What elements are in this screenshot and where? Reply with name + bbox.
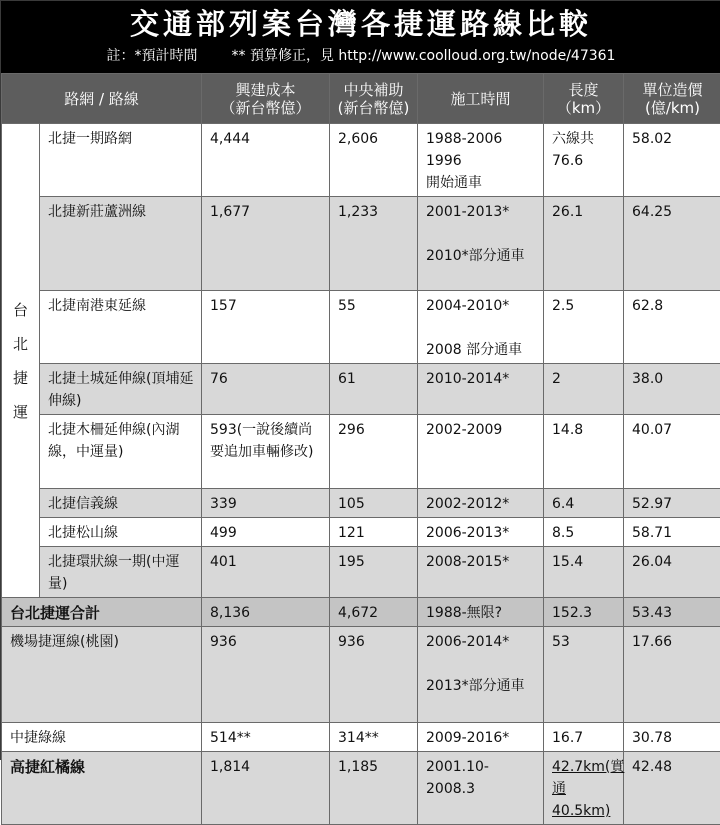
header-length: 長度 （km） [544, 74, 624, 124]
cost-cell: 936 [202, 627, 330, 723]
unit-cost-cell: 64.25 [624, 197, 720, 291]
cost-cell: 1,677 [202, 197, 330, 291]
title-bar [1, 1, 720, 73]
route-name: 北捷新莊蘆洲線 [40, 197, 202, 291]
subsidy-cell: 296 [330, 415, 418, 489]
route-name: 北捷木柵延伸線(內湖線，中運量) [40, 415, 202, 489]
unit-cost-cell: 58.02 [624, 124, 720, 197]
total-cost: 8,136 [202, 598, 330, 627]
route-name: 高捷紅橘線 [2, 752, 202, 825]
header-cost: 興建成本 （新台幣億） [202, 74, 330, 124]
unit-cost-cell: 58.71 [624, 518, 720, 547]
route-name: 北捷土城延伸線(頂埔延伸線) [40, 364, 202, 415]
unit-cost-cell: 40.07 [624, 415, 720, 489]
route-name: 北捷環狀線一期(中運量) [40, 547, 202, 598]
cost-cell: 76 [202, 364, 330, 415]
length-cell: 14.8 [544, 415, 624, 489]
period-cell: 2004-2010* 2008 部分通車 [418, 291, 544, 364]
route-name: 中捷綠線 [2, 723, 202, 752]
length-cell: 26.1 [544, 197, 624, 291]
subsidy-cell: 195 [330, 547, 418, 598]
total-subsidy: 4,672 [330, 598, 418, 627]
subsidy-cell: 2,606 [330, 124, 418, 197]
cost-cell: 593(一說後續尚要追加車輛修改) [202, 415, 330, 489]
page-title: 交通部列案台灣各捷運路線比較 [1, 1, 720, 45]
route-name: 北捷信義線 [40, 489, 202, 518]
length-cell: 42.7km(實 通 40.5km) [544, 752, 624, 825]
table-row [2, 124, 720, 197]
table-row [2, 197, 720, 291]
table-row [2, 752, 720, 825]
period-cell: 2009-2016* [418, 723, 544, 752]
table-row [2, 415, 720, 489]
header-subsidy: 中央補助 (新台幣億) [330, 74, 418, 124]
table-row [2, 627, 720, 723]
cost-cell: 401 [202, 547, 330, 598]
total-length: 152.3 [544, 598, 624, 627]
header-row [2, 74, 720, 124]
header-unit-cost: 單位造價 (億/km) [624, 74, 720, 124]
cost-cell: 499 [202, 518, 330, 547]
note-line [1, 45, 720, 67]
period-cell: 2002-2012* [418, 489, 544, 518]
comparison-table [1, 73, 720, 825]
route-name: 北捷一期路網 [40, 124, 202, 197]
period-cell: 2010-2014* [418, 364, 544, 415]
unit-cost-cell: 30.78 [624, 723, 720, 752]
period-cell: 2006-2014* 2013*部分通車 [418, 627, 544, 723]
length-cell: 8.5 [544, 518, 624, 547]
length-cell: 53 [544, 627, 624, 723]
period-cell: 2008-2015* [418, 547, 544, 598]
table-row [2, 547, 720, 598]
subsidy-cell: 314** [330, 723, 418, 752]
length-cell: 2.5 [544, 291, 624, 364]
length-cell: 2 [544, 364, 624, 415]
period-cell: 2002-2009 [418, 415, 544, 489]
length-cell: 16.7 [544, 723, 624, 752]
subsidy-cell: 55 [330, 291, 418, 364]
subsidy-cell: 121 [330, 518, 418, 547]
total-row [2, 598, 720, 627]
unit-cost-cell: 62.8 [624, 291, 720, 364]
total-unit-cost: 53.43 [624, 598, 720, 627]
table-row [2, 364, 720, 415]
length-cell: 15.4 [544, 547, 624, 598]
route-name: 北捷松山線 [40, 518, 202, 547]
period-cell: 1988-2006 1996 開始通車 [418, 124, 544, 197]
route-name: 機場捷運線(桃園) [2, 627, 202, 723]
unit-cost-cell: 17.66 [624, 627, 720, 723]
table-row [2, 518, 720, 547]
unit-cost-cell: 38.0 [624, 364, 720, 415]
note-estimate: 註：*預計時間 [107, 48, 198, 64]
subsidy-cell: 1,233 [330, 197, 418, 291]
period-cell: 2001-2013* 2010*部分通車 [418, 197, 544, 291]
header-period: 施工時間 [418, 74, 544, 124]
cost-cell: 514** [202, 723, 330, 752]
total-period: 1988-無限? [418, 598, 544, 627]
subsidy-cell: 1,185 [330, 752, 418, 825]
unit-cost-cell: 52.97 [624, 489, 720, 518]
subsidy-cell: 61 [330, 364, 418, 415]
table-row [2, 723, 720, 752]
table-row [2, 489, 720, 518]
table-row [2, 291, 720, 364]
unit-cost-cell: 42.48 [624, 752, 720, 825]
unit-cost-cell: 26.04 [624, 547, 720, 598]
cost-cell: 1,814 [202, 752, 330, 825]
cost-cell: 157 [202, 291, 330, 364]
length-cell: 六線共 76.6 [544, 124, 624, 197]
note-budget-link[interactable]: ** 預算修正，見 http://www.coolloud.org.tw/node/47361 [232, 48, 616, 64]
route-name: 北捷南港東延線 [40, 291, 202, 364]
group-label-taipei-mrt: 台 北 捷 運 [2, 124, 40, 598]
length-cell: 6.4 [544, 489, 624, 518]
cost-cell: 339 [202, 489, 330, 518]
subsidy-cell: 105 [330, 489, 418, 518]
total-name: 台北捷運合計 [2, 598, 202, 627]
period-cell: 2006-2013* [418, 518, 544, 547]
subsidy-cell: 936 [330, 627, 418, 723]
header-route: 路網 / 路線 [2, 74, 202, 124]
period-cell: 2001.10-2008.3 [418, 752, 544, 825]
cost-cell: 4,444 [202, 124, 330, 197]
